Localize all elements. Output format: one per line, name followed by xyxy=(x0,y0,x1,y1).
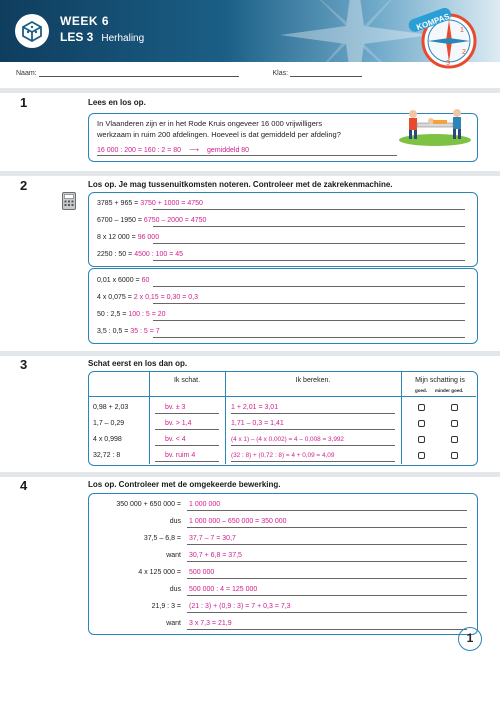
answer-line[interactable] xyxy=(153,226,465,227)
rescue-workers-illustration xyxy=(395,106,473,146)
exercise-2-instruction: Los op. Je mag tussenuitkomsten noteren. Controleer met de zakrekenmachine. xyxy=(88,180,393,189)
section-divider xyxy=(0,88,500,93)
answer-line[interactable] xyxy=(187,595,467,596)
exercise-1-number: 1 xyxy=(20,95,28,110)
exercise-4-question: 350 000 + 650 000 = xyxy=(116,501,181,508)
exercise-2-answer: 6750 – 2000 = 4750 xyxy=(143,217,207,224)
exercise-4-answer: 1 000 000 – 650 000 = 350 000 xyxy=(189,518,287,525)
answer-line[interactable] xyxy=(187,578,467,579)
answer-line[interactable] xyxy=(187,527,467,528)
answer-line[interactable] xyxy=(153,303,465,304)
exercise-4-answer: 500 000 xyxy=(189,569,215,576)
compass-number-1: 1 xyxy=(460,27,464,34)
compass-number-2: 2 xyxy=(462,49,466,56)
week-label: WEEK 6 xyxy=(60,14,110,28)
answer-line[interactable] xyxy=(187,510,467,511)
exercise-3-calculation: 1 + 2,01 = 3,01 xyxy=(231,404,279,411)
exercise-2-answer: 60 xyxy=(141,277,150,284)
answer-line[interactable] xyxy=(153,260,465,261)
answer-line[interactable] xyxy=(187,561,467,562)
exercise-3-instruction: Schat eerst en los dan op. xyxy=(88,359,188,368)
exercise-1-box xyxy=(88,113,478,162)
exercise-2-number: 2 xyxy=(20,178,28,193)
checkbox-less-good[interactable] xyxy=(451,420,458,427)
answer-line[interactable] xyxy=(231,429,395,430)
answer-line[interactable] xyxy=(153,337,465,338)
exercise-4-question: dus xyxy=(169,586,181,593)
exercise-3-estimate: bv. ruim 4 xyxy=(165,452,196,459)
exercise-3-estimate: bv. > 1,4 xyxy=(165,420,192,427)
exercise-2-question: 0,01 x 6000 = xyxy=(97,277,140,284)
checkbox-good[interactable] xyxy=(418,404,425,411)
exercise-2-answer: 2 x 0,15 = 0,30 = 0,3 xyxy=(133,294,199,301)
column-header-less-good: minder goed. xyxy=(435,388,464,393)
section-divider xyxy=(0,351,500,356)
exercise-2-question: 3,5 : 0,5 = xyxy=(97,328,129,335)
exercise-4-instruction: Los op. Controleer met de omgekeerde bewerking. xyxy=(88,480,281,489)
answer-line[interactable] xyxy=(155,445,219,446)
exercise-2-question: 6700 – 1950 = xyxy=(97,217,142,224)
section-divider xyxy=(0,472,500,477)
column-header-estimate: Ik schat. xyxy=(173,377,201,384)
name-field[interactable] xyxy=(39,76,239,77)
exercise-1-answer-calc: 16 000 : 200 = 160 : 2 = 80 xyxy=(97,147,182,154)
exercise-4-question: 37,5 – 6,8 = xyxy=(143,535,181,542)
answer-line[interactable] xyxy=(153,209,465,210)
answer-line[interactable] xyxy=(153,320,465,321)
column-header-good: goed. xyxy=(415,388,427,393)
exercise-3-question: 32,72 : 8 xyxy=(93,452,121,459)
checkbox-good[interactable] xyxy=(418,452,425,459)
exercise-3-question: 4 x 0,998 xyxy=(93,436,122,443)
answer-line[interactable] xyxy=(155,429,219,430)
lesson-number: LES 3 xyxy=(60,30,94,44)
answer-line[interactable] xyxy=(187,629,467,630)
exercise-3-question: 0,98 + 2,03 xyxy=(93,404,129,411)
exercise-4-question: want xyxy=(166,620,181,627)
answer-line[interactable] xyxy=(97,155,397,156)
column-header-my-estimate: Mijn schatting is xyxy=(415,377,465,384)
answer-line[interactable] xyxy=(155,461,219,462)
compass-number-3: 3 xyxy=(446,60,450,67)
answer-line[interactable] xyxy=(153,243,465,244)
section-divider xyxy=(0,171,500,176)
exercise-3-calculation: (4 x 1) – (4 x 0,002) = 4 – 0,008 = 3,992 xyxy=(231,436,344,443)
exercise-4-number: 4 xyxy=(20,478,28,493)
kompas-brand-logo xyxy=(406,8,456,32)
exercise-1-text-line-1: In Vlaanderen zijn er in het Rode Kruis ongeveer 16 000 vrijwilligers xyxy=(97,119,323,128)
exercise-4-answer: 37,7 – 7 = 30,7 xyxy=(189,535,236,542)
exercise-2-row xyxy=(97,311,166,318)
exercise-2-answer: 100 : 5 = 20 xyxy=(128,311,166,318)
exercise-1-instruction: Lees en los op. xyxy=(88,98,146,107)
answer-line[interactable] xyxy=(155,413,219,414)
exercise-3-estimate: bv. < 4 xyxy=(165,436,186,443)
checkbox-good[interactable] xyxy=(418,420,425,427)
exercise-1-text-line-2: werkzaam in ruim 200 afdelingen. Hoeveel is dat gemiddeld per afdeling? xyxy=(97,130,341,139)
exercise-4-answer: 3 x 7,3 = 21,9 xyxy=(189,620,232,627)
exercise-3-table xyxy=(88,371,478,466)
exercise-4-box xyxy=(88,493,478,635)
exercise-2-row xyxy=(97,251,183,258)
exercise-2-row xyxy=(97,294,198,301)
student-info-row xyxy=(16,70,362,77)
exercise-4-question: 4 x 125 000 = xyxy=(138,569,181,576)
exercise-4-question: 21,9 : 3 = xyxy=(151,603,181,610)
exercise-2-row xyxy=(97,277,149,284)
answer-line[interactable] xyxy=(187,544,467,545)
page-number: 1 xyxy=(458,627,482,651)
exercise-2-row xyxy=(97,217,206,224)
exercise-3-calculation: 1,71 – 0,3 = 1,41 xyxy=(231,420,284,427)
exercise-2-question: 3785 + 965 = xyxy=(97,200,139,207)
answer-line[interactable] xyxy=(187,612,467,613)
class-label: Klas: xyxy=(272,70,289,77)
answer-line[interactable] xyxy=(231,445,395,446)
exercise-4-answer: 30,7 + 6,8 = 37,5 xyxy=(189,552,242,559)
answer-line[interactable] xyxy=(231,461,395,462)
exercise-2-answer: 96 000 xyxy=(137,234,160,241)
checkbox-good[interactable] xyxy=(418,436,425,443)
calculator-icon xyxy=(62,192,76,210)
checkbox-less-good[interactable] xyxy=(451,436,458,443)
exercise-4-question: dus xyxy=(169,518,181,525)
exercise-4-answer: (21 : 3) + (0,9 : 3) = 7 + 0,3 = 7,3 xyxy=(189,603,291,610)
table-divider xyxy=(401,372,402,464)
exercise-3-number: 3 xyxy=(20,357,28,372)
answer-line[interactable] xyxy=(231,413,395,414)
exercise-4-answer: 500 000 : 4 = 125 000 xyxy=(189,586,258,593)
answer-line[interactable] xyxy=(153,286,465,287)
exercise-4-question: want xyxy=(166,552,181,559)
table-divider xyxy=(149,372,150,464)
exercise-2-answer: 4500 : 100 = 45 xyxy=(134,251,184,258)
exercise-2-row xyxy=(97,234,159,241)
exercise-2-answer: 3750 + 1000 = 4750 xyxy=(140,200,203,207)
exercise-2-row xyxy=(97,200,203,207)
class-field[interactable] xyxy=(290,76,362,77)
exercise-4-answer: 1 000 000 xyxy=(189,501,221,508)
exercise-3-question: 1,7 – 0,29 xyxy=(93,420,125,427)
checkbox-less-good[interactable] xyxy=(451,452,458,459)
exercise-3-calculation: (32 : 8) + (0,72 : 8) = 4 + 0,09 = 4,09 xyxy=(231,452,335,459)
exercise-2-question: 8 x 12 000 = xyxy=(97,234,136,241)
lesson-label xyxy=(60,30,144,44)
exercise-2-question: 50 : 2,5 = xyxy=(97,311,127,318)
exercise-2-row xyxy=(97,328,160,335)
name-label: Naam: xyxy=(16,70,37,77)
exercise-3-estimate: bv. ± 3 xyxy=(165,404,186,411)
lesson-subtitle: Herhaling xyxy=(101,33,145,44)
exercise-2-question: 2250 : 50 = xyxy=(97,251,133,258)
checkbox-less-good[interactable] xyxy=(451,404,458,411)
exercise-2-group-2-box xyxy=(88,268,478,344)
exercise-1-answer xyxy=(97,146,249,154)
arrow-right-icon: ⟶ xyxy=(189,147,200,154)
exercise-2-group-1-box xyxy=(88,192,478,267)
kompas-brand-text: KOMPAS xyxy=(415,11,451,32)
exercise-2-question: 4 x 0,075 = xyxy=(97,294,132,301)
column-header-calculate: Ik bereken. xyxy=(295,377,331,384)
week-logo-icon xyxy=(15,14,49,48)
exercise-1-answer-text: gemiddeld 80 xyxy=(207,147,250,154)
table-divider xyxy=(89,396,476,397)
exercise-2-answer: 35 : 5 = 7 xyxy=(130,328,160,335)
table-divider xyxy=(225,372,226,464)
